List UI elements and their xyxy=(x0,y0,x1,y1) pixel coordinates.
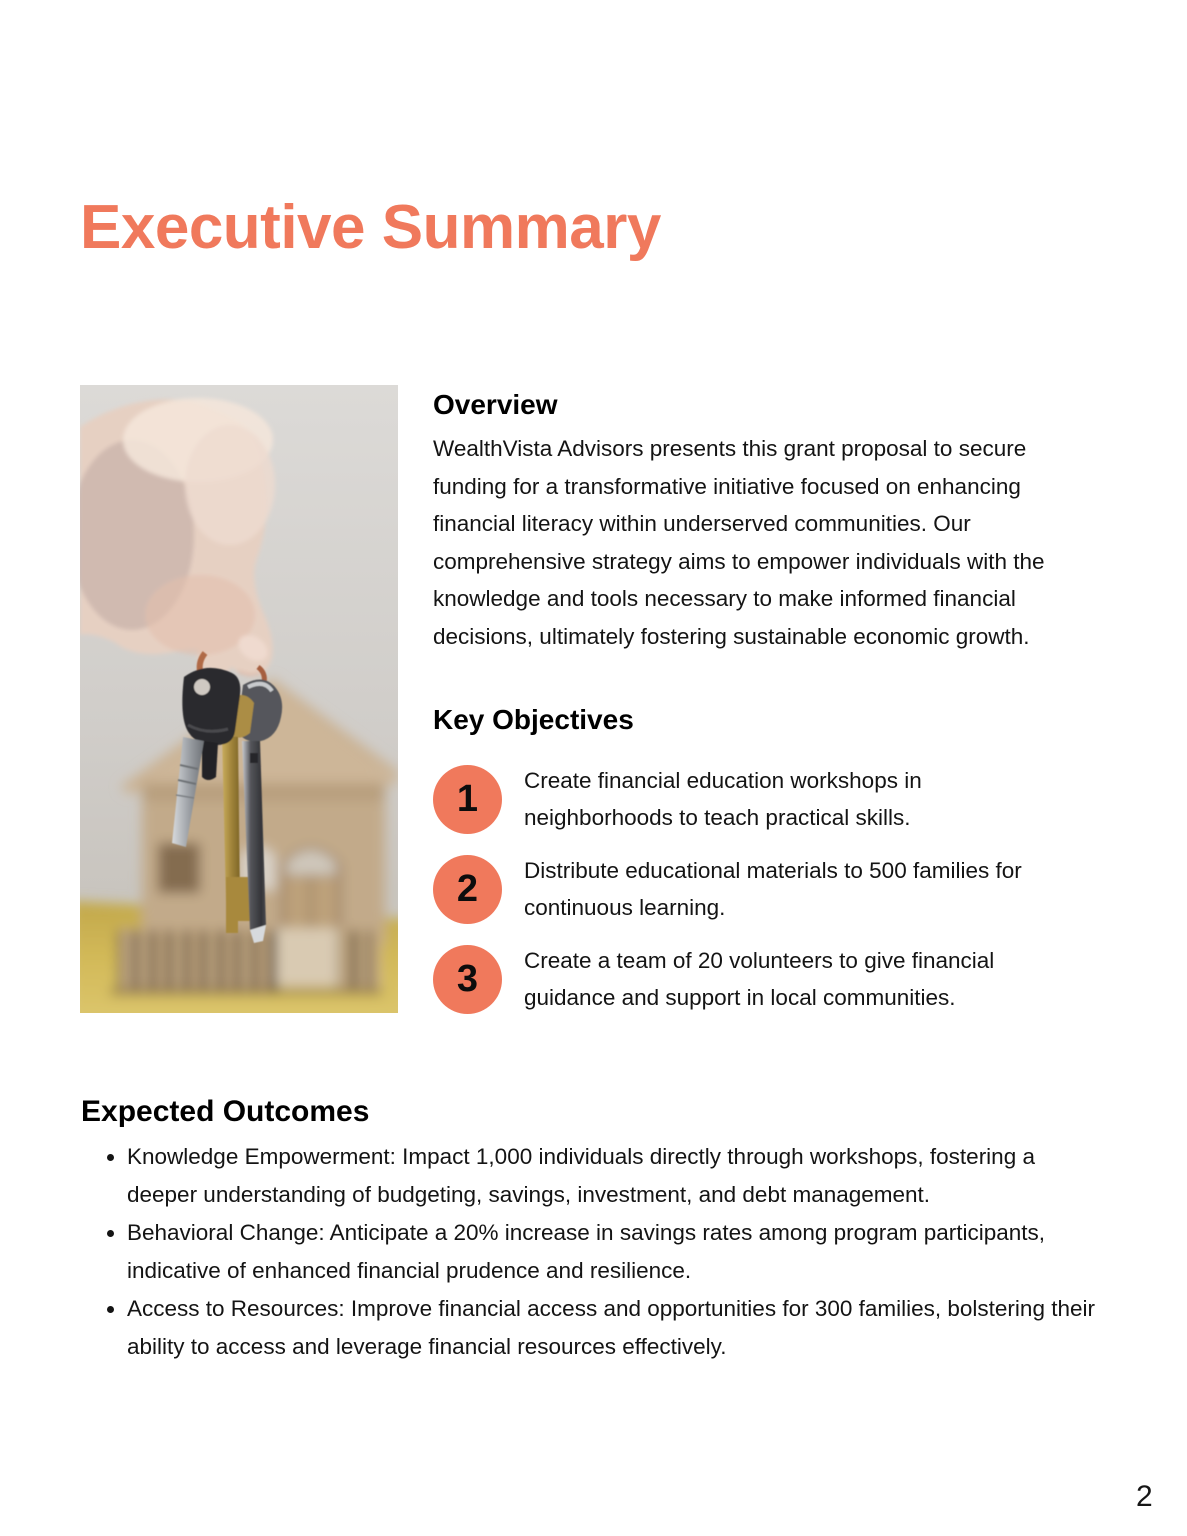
outcome-item: • Knowledge Empowerment: Impact 1,000 individuals directly through workshops, fostering a deeper understanding of budgeting, savings, investment, and debt management. xyxy=(127,1138,1105,1214)
objective-text: Create financial education workshops in neighborhoods to teach practical skills. xyxy=(524,768,922,830)
outcome-item: • Access to Resources: Improve financial access and opportunities for 300 families, bolstering their ability to access and leverage financial resources effectively. xyxy=(127,1290,1105,1366)
overview-body: WealthVista Advisors presents this grant proposal to secure funding for a transformative initiative focused on enhancing financial literacy within underserved communities. Our comprehensive strategy aims to empower individuals with the knowledge and tools necessary to make informed financial decisions, ultimately fostering sustainable economic growth. xyxy=(433,436,1045,649)
keys-house-photo-illustration xyxy=(80,385,398,1013)
page-number: 2 xyxy=(1136,1480,1153,1513)
objective-number-badge: 3 xyxy=(433,945,502,1014)
objective-item xyxy=(433,852,1073,926)
key-objectives-heading: Key Objectives xyxy=(433,704,634,735)
key-objectives-list xyxy=(433,762,1073,1016)
objective-item xyxy=(433,942,1073,1016)
page-title: Executive Summary xyxy=(80,193,661,262)
objective-text: Distribute educational materials to 500 families for continuous learning. xyxy=(524,858,1022,920)
expected-outcomes-list xyxy=(81,1138,1105,1366)
objective-number-badge: 2 xyxy=(433,855,502,924)
overview-heading: Overview xyxy=(433,389,558,420)
expected-outcomes-heading: Expected Outcomes xyxy=(81,1095,370,1128)
objective-number-badge: 1 xyxy=(433,765,502,834)
objective-text: Create a team of 20 volunteers to give financial guidance and support in local communities. xyxy=(524,948,995,1010)
objective-item xyxy=(433,762,1073,836)
hand-illustration xyxy=(80,398,275,677)
keys-house-photo xyxy=(80,385,398,1013)
outcome-item: • Behavioral Change: Anticipate a 20% increase in savings rates among program participants, indicative of enhanced financial prudence and resilience. xyxy=(127,1214,1105,1290)
